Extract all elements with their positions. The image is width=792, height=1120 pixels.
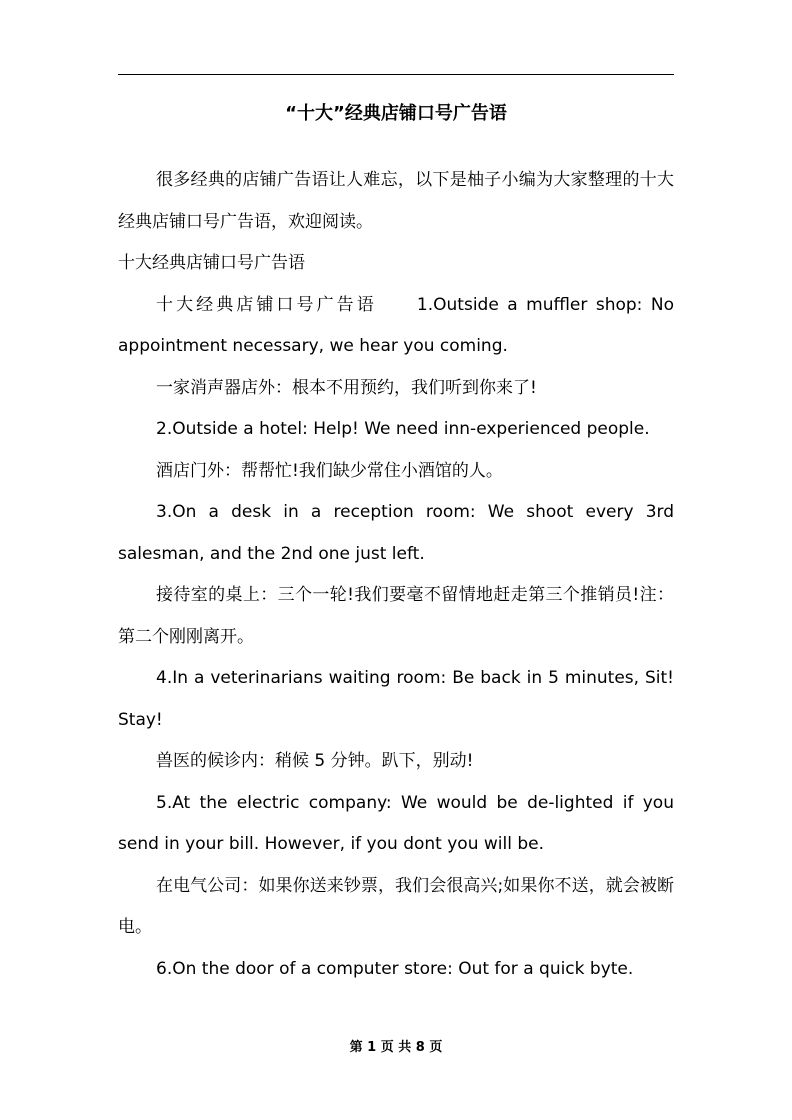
body-paragraph: 很多经典的店铺广告语让人难忘，以下是柚子小编为大家整理的十大经典店铺口号广告语，欢迎阅读。 (118, 170, 674, 232)
body-paragraph: 在电气公司：如果你送来钞票，我们会很高兴;如果你不送，就会被断电。 (118, 875, 674, 937)
header-rule (118, 74, 674, 75)
document-body (118, 160, 674, 990)
body-paragraph: 一家消声器店外：根本不用预约，我们听到你来了! (156, 377, 537, 398)
body-paragraph: 3.On a desk in a reception room: We shoot every 3rd salesman, and the 2nd one just left. (118, 502, 674, 564)
body-paragraph: 十大经典店铺口号广告语 (118, 253, 305, 273)
body-paragraph: 4.In a veterinarians waiting room: Be back in 5 minutes, Sit! Stay! (118, 668, 674, 730)
body-paragraph: 6.On the door of a computer store: Out for a quick byte. (156, 958, 634, 979)
body-paragraph: 兽医的候诊内：稍候 5 分钟。趴下，别动! (156, 751, 474, 771)
document-title: “十大”经典店铺口号广告语 (285, 103, 507, 124)
body-paragraph: 接待室的桌上：三个一轮!我们要毫不留情地赶走第三个推销员!注：第二个刚刚离开。 (118, 585, 674, 647)
body-paragraph: 酒店门外：帮帮忙!我们缺少常住小酒馆的人。 (156, 460, 503, 481)
body-paragraph: 2.Outside a hotel: Help! We need inn-experienced people. (156, 419, 650, 439)
page-footer: 第 1 页 共 8 页 (349, 1040, 443, 1055)
body-paragraph: 5.At the electric company: We would be de-lighted if you send in your bill. However, if you dont you will be. (118, 792, 674, 854)
body-paragraph: 十大经典店铺口号广告语 1.Outside a muffler shop: No appointment necessary, we hear you coming. (118, 294, 674, 356)
